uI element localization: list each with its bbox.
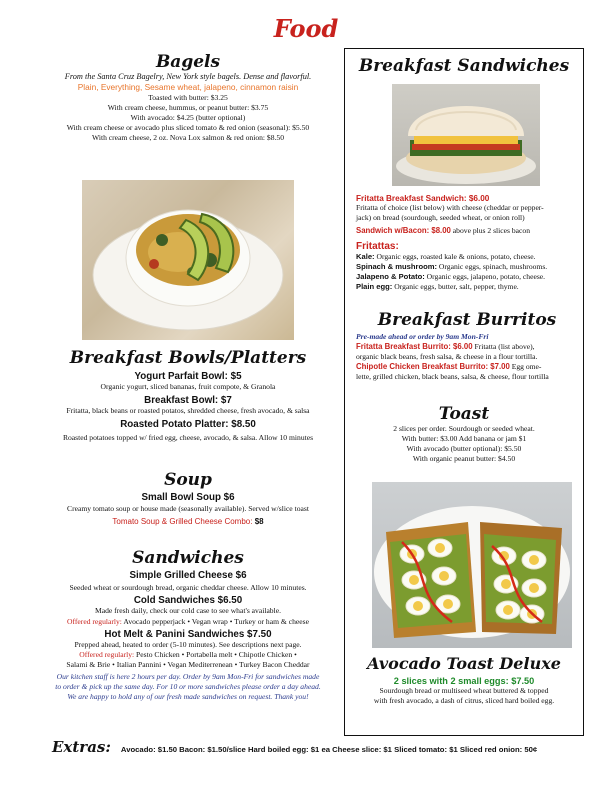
page-title: Food (273, 14, 339, 43)
soup-combo (40, 517, 336, 526)
fritatta-item (356, 282, 578, 292)
bagel-price-line: Toasted with butter: $3.25 (148, 93, 228, 102)
chipotle-burrito-desc-2: lette, grilled chicken, black beans, salsa, & cheese, flour tortilla (356, 372, 549, 381)
bagel-price-line: With avocado: $4.25 (butter optional) (130, 113, 246, 122)
toast-prices (346, 424, 582, 464)
bagel-price-line: With cream cheese, 2 oz. Nova Lox salmon & red onion: $8.50 (91, 133, 285, 142)
avocado-deluxe-price: 2 slices with 2 small eggs: $7.50 (393, 676, 535, 686)
fritatta-item (356, 252, 578, 262)
breakfast-sandwich-photo (392, 84, 540, 186)
extras-label: Extras: (52, 738, 111, 756)
bagel-price-line: With cream cheese, hummus, or peanut butter: $3.75 (107, 103, 269, 112)
hot-sandwiches-desc: Prepped ahead, heated to order (5-10 minutes). See descriptions next page. (74, 640, 302, 649)
bagels-prices (40, 93, 336, 143)
breakfast-sandwiches-heading: Breakfast Sandwiches (358, 56, 570, 76)
extras-footer (52, 738, 602, 757)
fritattas-heading: Fritattas: (356, 241, 399, 252)
sandwiches-heading: Sandwiches (132, 548, 244, 568)
hot-offered (36, 650, 340, 660)
fritatta-sandwich-desc (356, 203, 578, 223)
bowls-section (40, 348, 336, 443)
burritos-note: Pre-made ahead or order by 9am Mon-Fri (356, 332, 489, 341)
fritatta-sandwich-desc-line: jack) on bread (sourdough, seeded wheat, or onion roll) (356, 213, 525, 222)
toast-section (346, 404, 582, 464)
hot-offered-label: Offered regularly: (79, 650, 135, 659)
bacon-sandwich-desc: above plus 2 slices bacon (450, 226, 530, 235)
cold-sandwiches-title: Cold Sandwiches $6.50 (133, 595, 243, 606)
breakfast-sandwiches-body (356, 194, 578, 292)
fritatta-item-name: Kale: (356, 252, 375, 261)
bagel-price-line: With cream cheese or avocado plus sliced tomato & red onion (seasonal): $5.50 (66, 123, 310, 132)
yogurt-desc: Organic yogurt, sliced bananas, fruit compote, & Granola (100, 382, 276, 391)
cold-offered-list: Avocado pepperjack • Vegan wrap • Turkey or ham & cheese (121, 617, 309, 626)
cold-offered (36, 617, 340, 627)
fritatta-item (356, 272, 578, 282)
fritatta-burrito-label: Fritatta Breakfast Burrito: $6.00 (356, 342, 473, 351)
kitchen-note-line: Our kitchen staff is here 2 hours per day. Order by 9am Mon-Fri for sandwiches made (56, 672, 320, 681)
fritatta-burrito-desc-1: Fritatta (list above), (472, 342, 535, 351)
bacon-sandwich-label: Sandwich w/Bacon: $8.00 (356, 226, 451, 235)
toast-price-line: With organic peanut butter: $4.50 (412, 454, 516, 463)
fritatta-item-name: Spinach & mushroom: (356, 262, 438, 271)
chipotle-burrito (356, 362, 578, 372)
soup-section (40, 470, 336, 526)
grilled-cheese-desc: Seeded wheat or sourdough bread, organic cheddar cheese. Allow 10 minutes. (69, 583, 307, 592)
kitchen-note-line: to order & pick up the same day. For 10 or more sandwiches please order a day ahead. (55, 682, 321, 691)
hot-offered-list-1: Pesto Chicken • Portabella melt • Chipotle Chicken • (134, 650, 297, 659)
sandwiches-section (36, 548, 340, 702)
burritos-heading: Breakfast Burritos (377, 310, 557, 330)
cold-offered-label: Offered regularly: (67, 617, 122, 626)
fritatta-item-desc: Organic eggs, butter, salt, pepper, thyme. (392, 282, 519, 291)
fritatta-item-desc: Organic eggs, roasted kale & onions, potato, cheese. (374, 252, 536, 261)
bagels-flavors: Plain, Everything, Sesame wheat, jalapeno, cinnamon raisin (77, 82, 299, 92)
avocado-deluxe-desc-line: Sourdough bread or multiseed wheat buttered & topped (379, 686, 549, 695)
potato-platter-title: Roasted Potato Platter: $8.50 (120, 419, 256, 430)
fritatta-item (356, 262, 578, 272)
avocado-toast-photo (372, 482, 572, 648)
fritatta-item-desc: Organic eggs, jalapeno, potato, cheese. (424, 272, 546, 281)
bagels-heading: Bagels (155, 52, 221, 72)
potato-platter-desc: Roasted potatoes topped w/ fried egg, cheese, avocado, & salsa. Allow 10 minutes (62, 433, 314, 442)
breakfast-bowl-title: Breakfast Bowl: $7 (144, 395, 232, 406)
extras-items: Avocado: $1.50 Bacon: $1.50/slice Hard boiled egg: $1 ea Cheese slice: $1 Sliced tomato: $1 Sliced red onion: 50¢ (120, 745, 538, 754)
soup-combo-label: Tomato Soup & Grilled Cheese Combo: (112, 517, 253, 526)
breakfast-bowl-desc: Fritatta, black beans or roasted potatos, shredded cheese, fresh avocado, & salsa (66, 406, 310, 415)
avocado-deluxe-desc (346, 686, 582, 706)
chipotle-burrito-label: Chipotle Chicken Breakfast Burrito: $7.00 (356, 362, 510, 371)
toast-price-line: With butter: $3.00 Add banana or jam $1 (401, 434, 527, 443)
bacon-sandwich (356, 226, 578, 236)
fritatta-item-name: Plain egg: (356, 282, 393, 291)
soup-desc: Creamy tomato soup or house made (seasonally available). Served w/slice toast (67, 504, 309, 513)
bagels-section (40, 52, 336, 143)
toast-heading: Toast (438, 404, 490, 424)
kitchen-note (36, 672, 340, 702)
breakfast-sandwiches-heading-wrap (346, 56, 582, 76)
soup-title: Small Bowl Soup $6 (141, 492, 235, 503)
avocado-deluxe-section (346, 654, 582, 706)
cold-sandwiches-desc: Made fresh daily, check our cold case to see what's available. (94, 606, 281, 615)
fritatta-item-name: Jalapeno & Potato: (356, 272, 425, 281)
hot-sandwiches-title: Hot Melt & Panini Sandwiches $7.50 (104, 629, 272, 640)
burritos-section (356, 310, 578, 382)
soup-combo-price: $8 (252, 517, 264, 526)
breakfast-bowl-photo (82, 180, 294, 340)
toast-price-line: 2 slices per order. Sourdough or seeded wheat. (393, 424, 535, 433)
bowls-heading: Breakfast Bowls/Platters (69, 348, 307, 368)
grilled-cheese-title: Simple Grilled Cheese $6 (129, 570, 247, 581)
bagels-intro: From the Santa Cruz Bagelry, New York style bagels. Dense and flavorful. (64, 72, 312, 81)
fritatta-burrito-desc-2: organic black beans, fresh salsa, & cheese in a flour tortilla. (356, 352, 538, 361)
avocado-deluxe-desc-line: with fresh avocado, a dash of citrus, sliced hard boiled egg. (373, 696, 555, 705)
fritatta-sandwich-title: Fritatta Breakfast Sandwich: $6.00 (356, 194, 490, 203)
hot-offered-list-2: Salami & Brie • Italian Pannini • Vegan Mediterrenean • Turkey Bacon Cheddar (66, 660, 310, 669)
soup-heading: Soup (164, 470, 212, 490)
fritatta-sandwich-desc-line: Fritatta of choice (list below) with cheese (cheddar or pepper- (356, 203, 544, 212)
chipotle-burrito-desc-1: Egg ome- (509, 362, 542, 371)
fritattas-list (356, 252, 578, 292)
kitchen-note-line: We are happy to hold any of our fresh made sandwiches on request. Thank you! (67, 692, 309, 701)
yogurt-title: Yogurt Parfait Bowl: $5 (134, 371, 242, 382)
avocado-deluxe-heading: Avocado Toast Deluxe (367, 654, 561, 673)
fritatta-burrito (356, 342, 578, 352)
fritatta-item-desc: Organic eggs, spinach, mushrooms. (437, 262, 548, 271)
toast-price-line: With avocado (butter optional): $5.50 (406, 444, 522, 453)
